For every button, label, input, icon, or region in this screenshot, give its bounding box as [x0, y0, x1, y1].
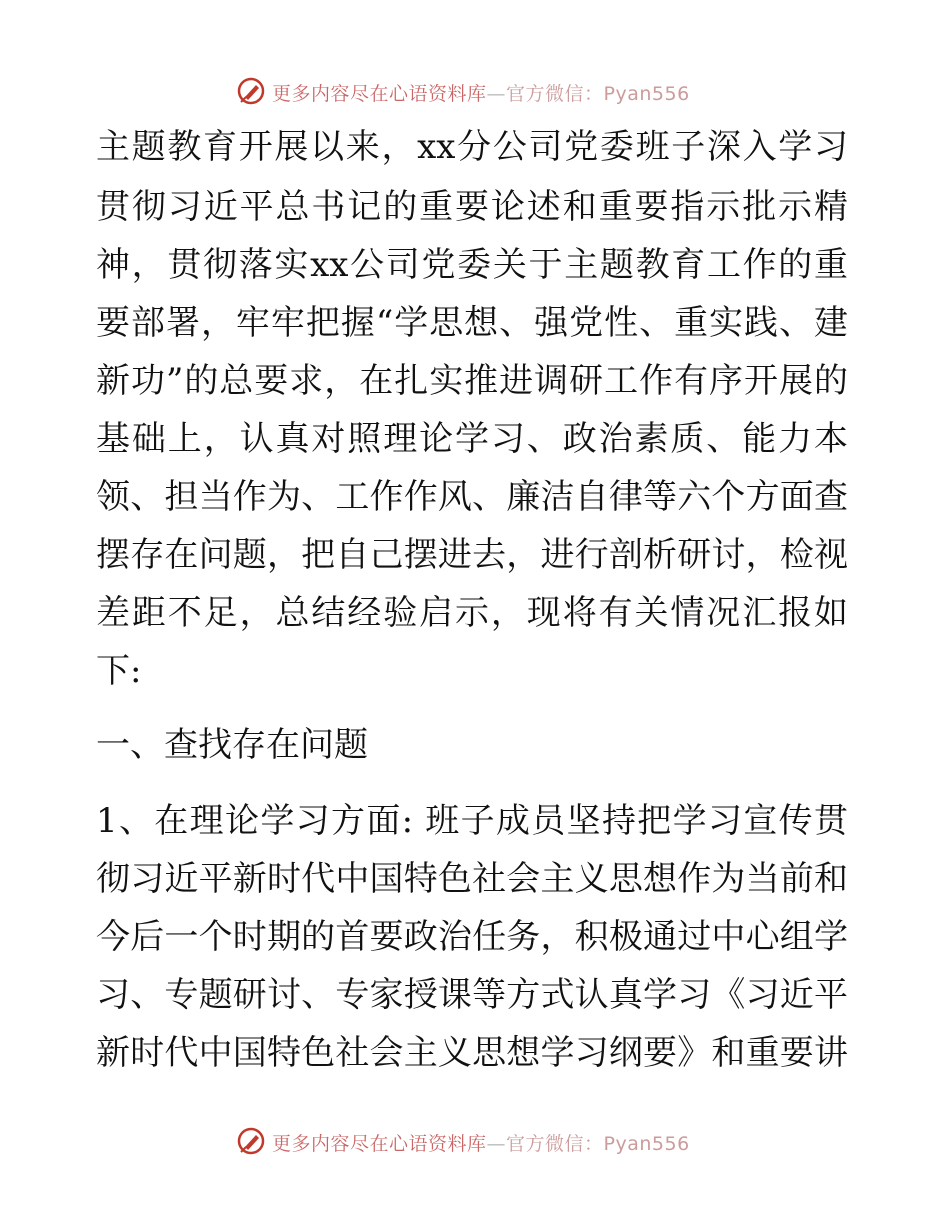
paragraph-line: 要部署，牢牢把握“学思想、强党性、重实践、建 — [96, 303, 848, 343]
paragraph-line: 习、专题研讨、专家授课等方式认真学习《习近平 — [96, 975, 848, 1015]
paragraph-line: 领、担当作为、工作作风、廉洁自律等六个方面查 — [96, 477, 848, 517]
paragraph-line: 1、在理论学习方面: 班子成员坚持把学习宣传贯 — [96, 801, 848, 841]
top-banner — [0, 72, 950, 112]
bottom-banner — [0, 1122, 950, 1162]
banner-text: 更多内容尽在心语资料库—官方微信：Pyan556 — [272, 83, 690, 105]
paragraph-line: 彻习近平新时代中国特色社会主义思想作为当前和 — [96, 859, 848, 899]
paragraph-line: 下: — [96, 651, 142, 691]
paragraph-line: 新时代中国特色社会主义思想学习纲要》和重要讲 — [96, 1033, 848, 1073]
section-heading: 一、查找存在问题 — [96, 725, 368, 765]
paragraph-line: 神，贯彻落实xx公司党委关于主题教育工作的重 — [96, 245, 848, 285]
paragraph-line: 新功”的总要求，在扎实推进调研工作有序开展的 — [96, 361, 848, 401]
paragraph-line: 摆存在问题，把自己摆进去，进行剖析研讨，检视 — [96, 535, 848, 575]
paragraph-line: 主题教育开展以来，xx分公司党委班子深入学习 — [96, 127, 848, 167]
banner-text: 更多内容尽在心语资料库—官方微信：Pyan556 — [272, 1133, 690, 1155]
paragraph-line: 今后一个时期的首要政治任务，积极通过中心组学 — [96, 917, 848, 957]
paragraph-line: 基础上，认真对照理论学习、政治素质、能力本 — [96, 419, 848, 459]
pen-logo-icon — [236, 1126, 266, 1156]
pen-logo-icon — [236, 76, 266, 106]
paragraph-line: 差距不足，总结经验启示，现将有关情况汇报如 — [96, 593, 848, 633]
paragraph-line: 贯彻习近平总书记的重要论述和重要指示批示精 — [96, 187, 848, 227]
